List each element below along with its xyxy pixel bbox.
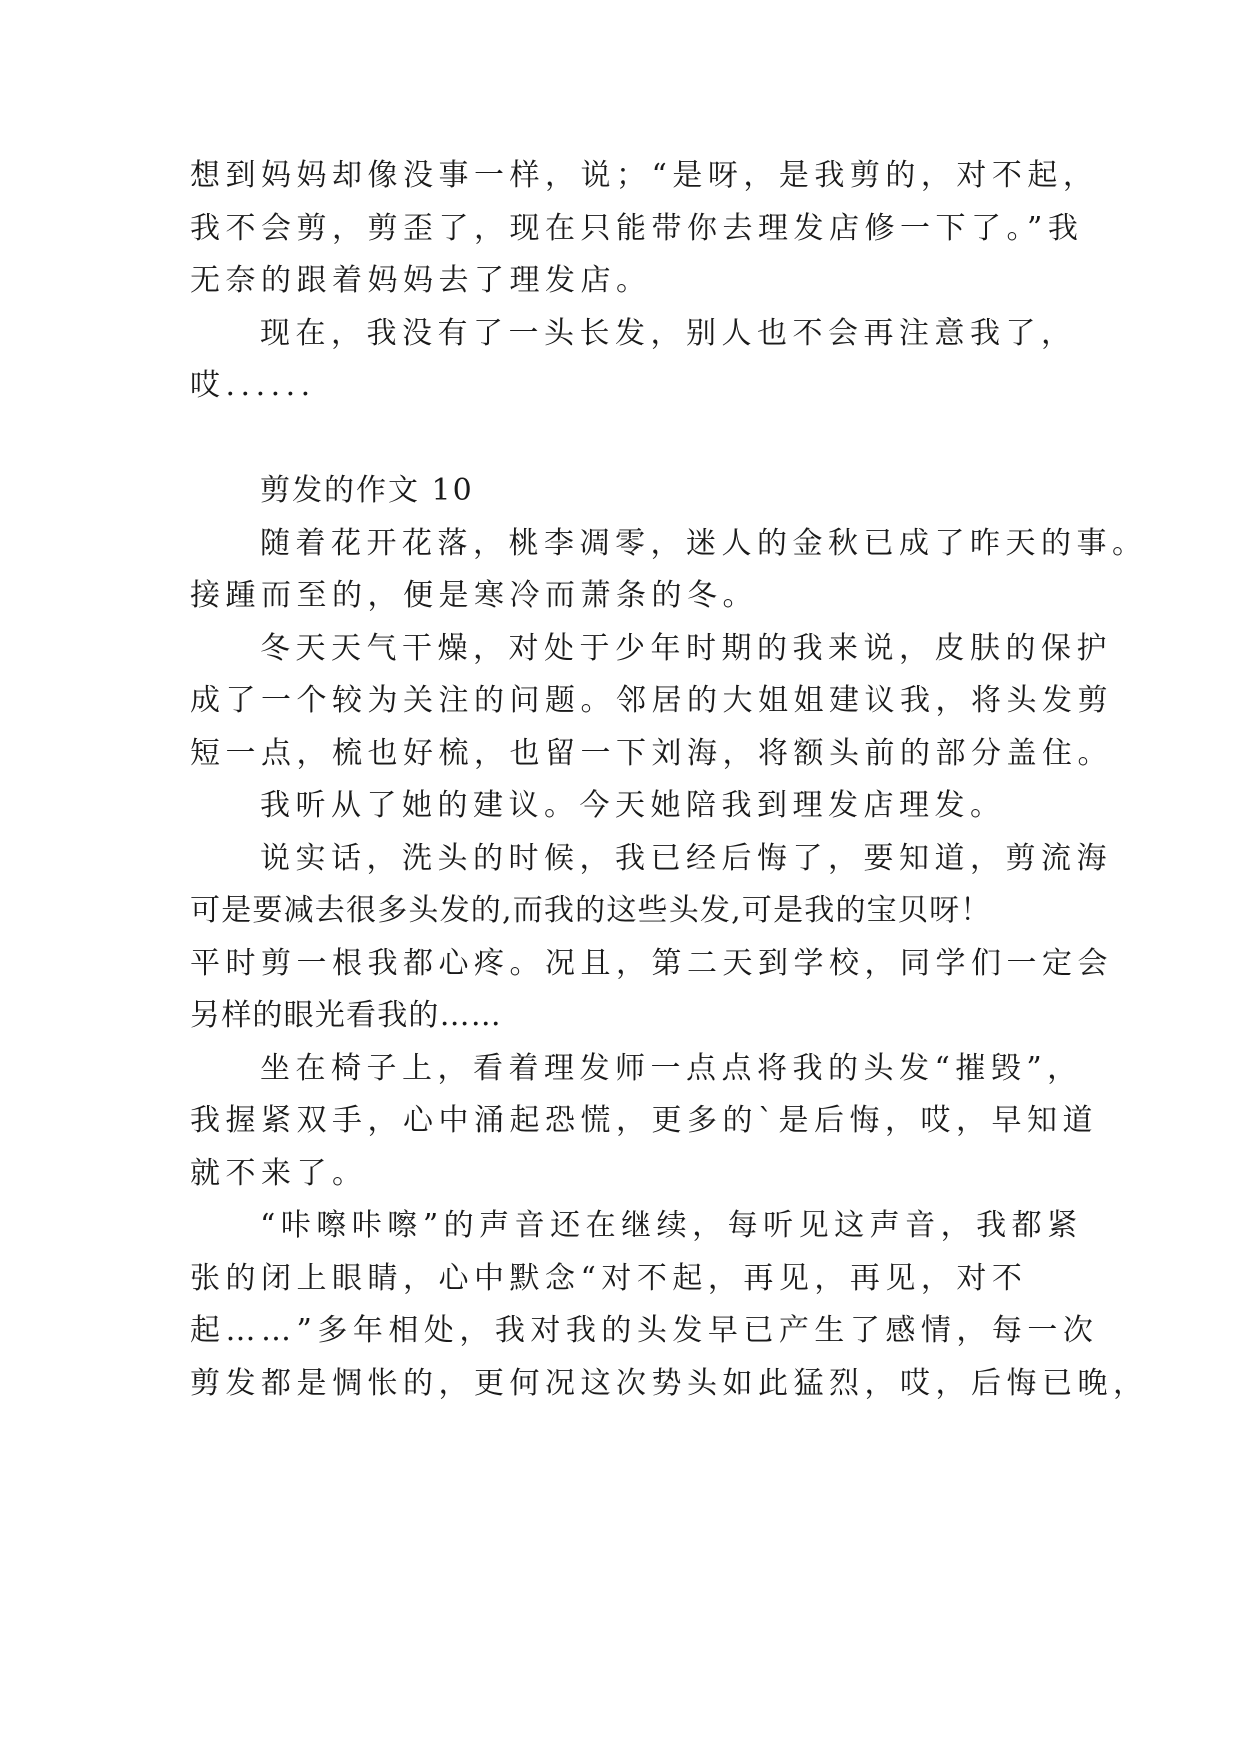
paragraph-first-line: “咔嚓咔嚓”的声音还在继续，每听见这声音，我都紧 — [260, 1208, 1083, 1243]
section-title: 剪发的作文 10 — [260, 473, 474, 508]
text-line: 起……”多年相处，我对我的头发早已产生了感情，每一次 — [190, 1313, 1099, 1348]
text-line: 我握紧双手，心中涌起恐慌，更多的`是后悔，哎，早知道 — [190, 1103, 1098, 1138]
paragraph-first-line: 现在，我没有了一头长发，别人也不会再注意我了， — [260, 315, 1077, 351]
blank-line — [190, 413, 1070, 466]
text-line: 成了一个较为关注的问题。邻居的大姐姐建议我，将头发剪 — [190, 683, 1113, 718]
text-line: 无奈的跟着妈妈去了理发店。 — [190, 263, 652, 298]
text-line: 哎...... — [190, 368, 316, 403]
text-line: 就不来了。 — [190, 1155, 368, 1191]
text-line: 平时剪一根我都心疼。况且，第二天到学校，同学们一定会 — [190, 945, 1113, 981]
paragraph-first-line: 说实话，洗头的时候，我已经后悔了，要知道，剪流海 — [260, 840, 1112, 876]
text-line: 另样的眼光看我的…… — [190, 998, 502, 1033]
paragraph-first-line: 随着花开花落，桃李凋零，迷人的金秋已成了昨天的事。 — [260, 525, 1148, 561]
text-line: 接踵而至的，便是寒冷而萧条的冬。 — [190, 578, 758, 613]
text-line: 想到妈妈却像没事一样，说；“是呀，是我剪的，对不起， — [190, 158, 1099, 193]
text-line: 短一点，梳也好梳，也留一下刘海，将额头前的部分盖住。 — [190, 735, 1113, 771]
paragraph-first-line: 坐在椅子上，看着理发师一点点将我的头发“摧毁”， — [260, 1050, 1083, 1086]
text-line: 剪发都是惆怅的，更何况这次势头如此猛烈，哎，后悔已晚， — [190, 1365, 1149, 1401]
text-line: 张的闭上眼睛，心中默念“对不起，再见，再见，对不 — [190, 1260, 1028, 1296]
document-page — [190, 150, 1149, 1410]
paragraph-first-line: 我听从了她的建议。今天她陪我到理发店理发。 — [260, 788, 1006, 823]
text-line: 我不会剪，剪歪了，现在只能带你去理发店修一下了。”我 — [190, 210, 1084, 246]
text-line: 可是要减去很多头发的,而我的这些头发,可是我的宝贝呀！ — [190, 893, 992, 928]
paragraph-first-line: 冬天天气干燥，对处于少年时期的我来说，皮肤的保护 — [260, 630, 1112, 666]
